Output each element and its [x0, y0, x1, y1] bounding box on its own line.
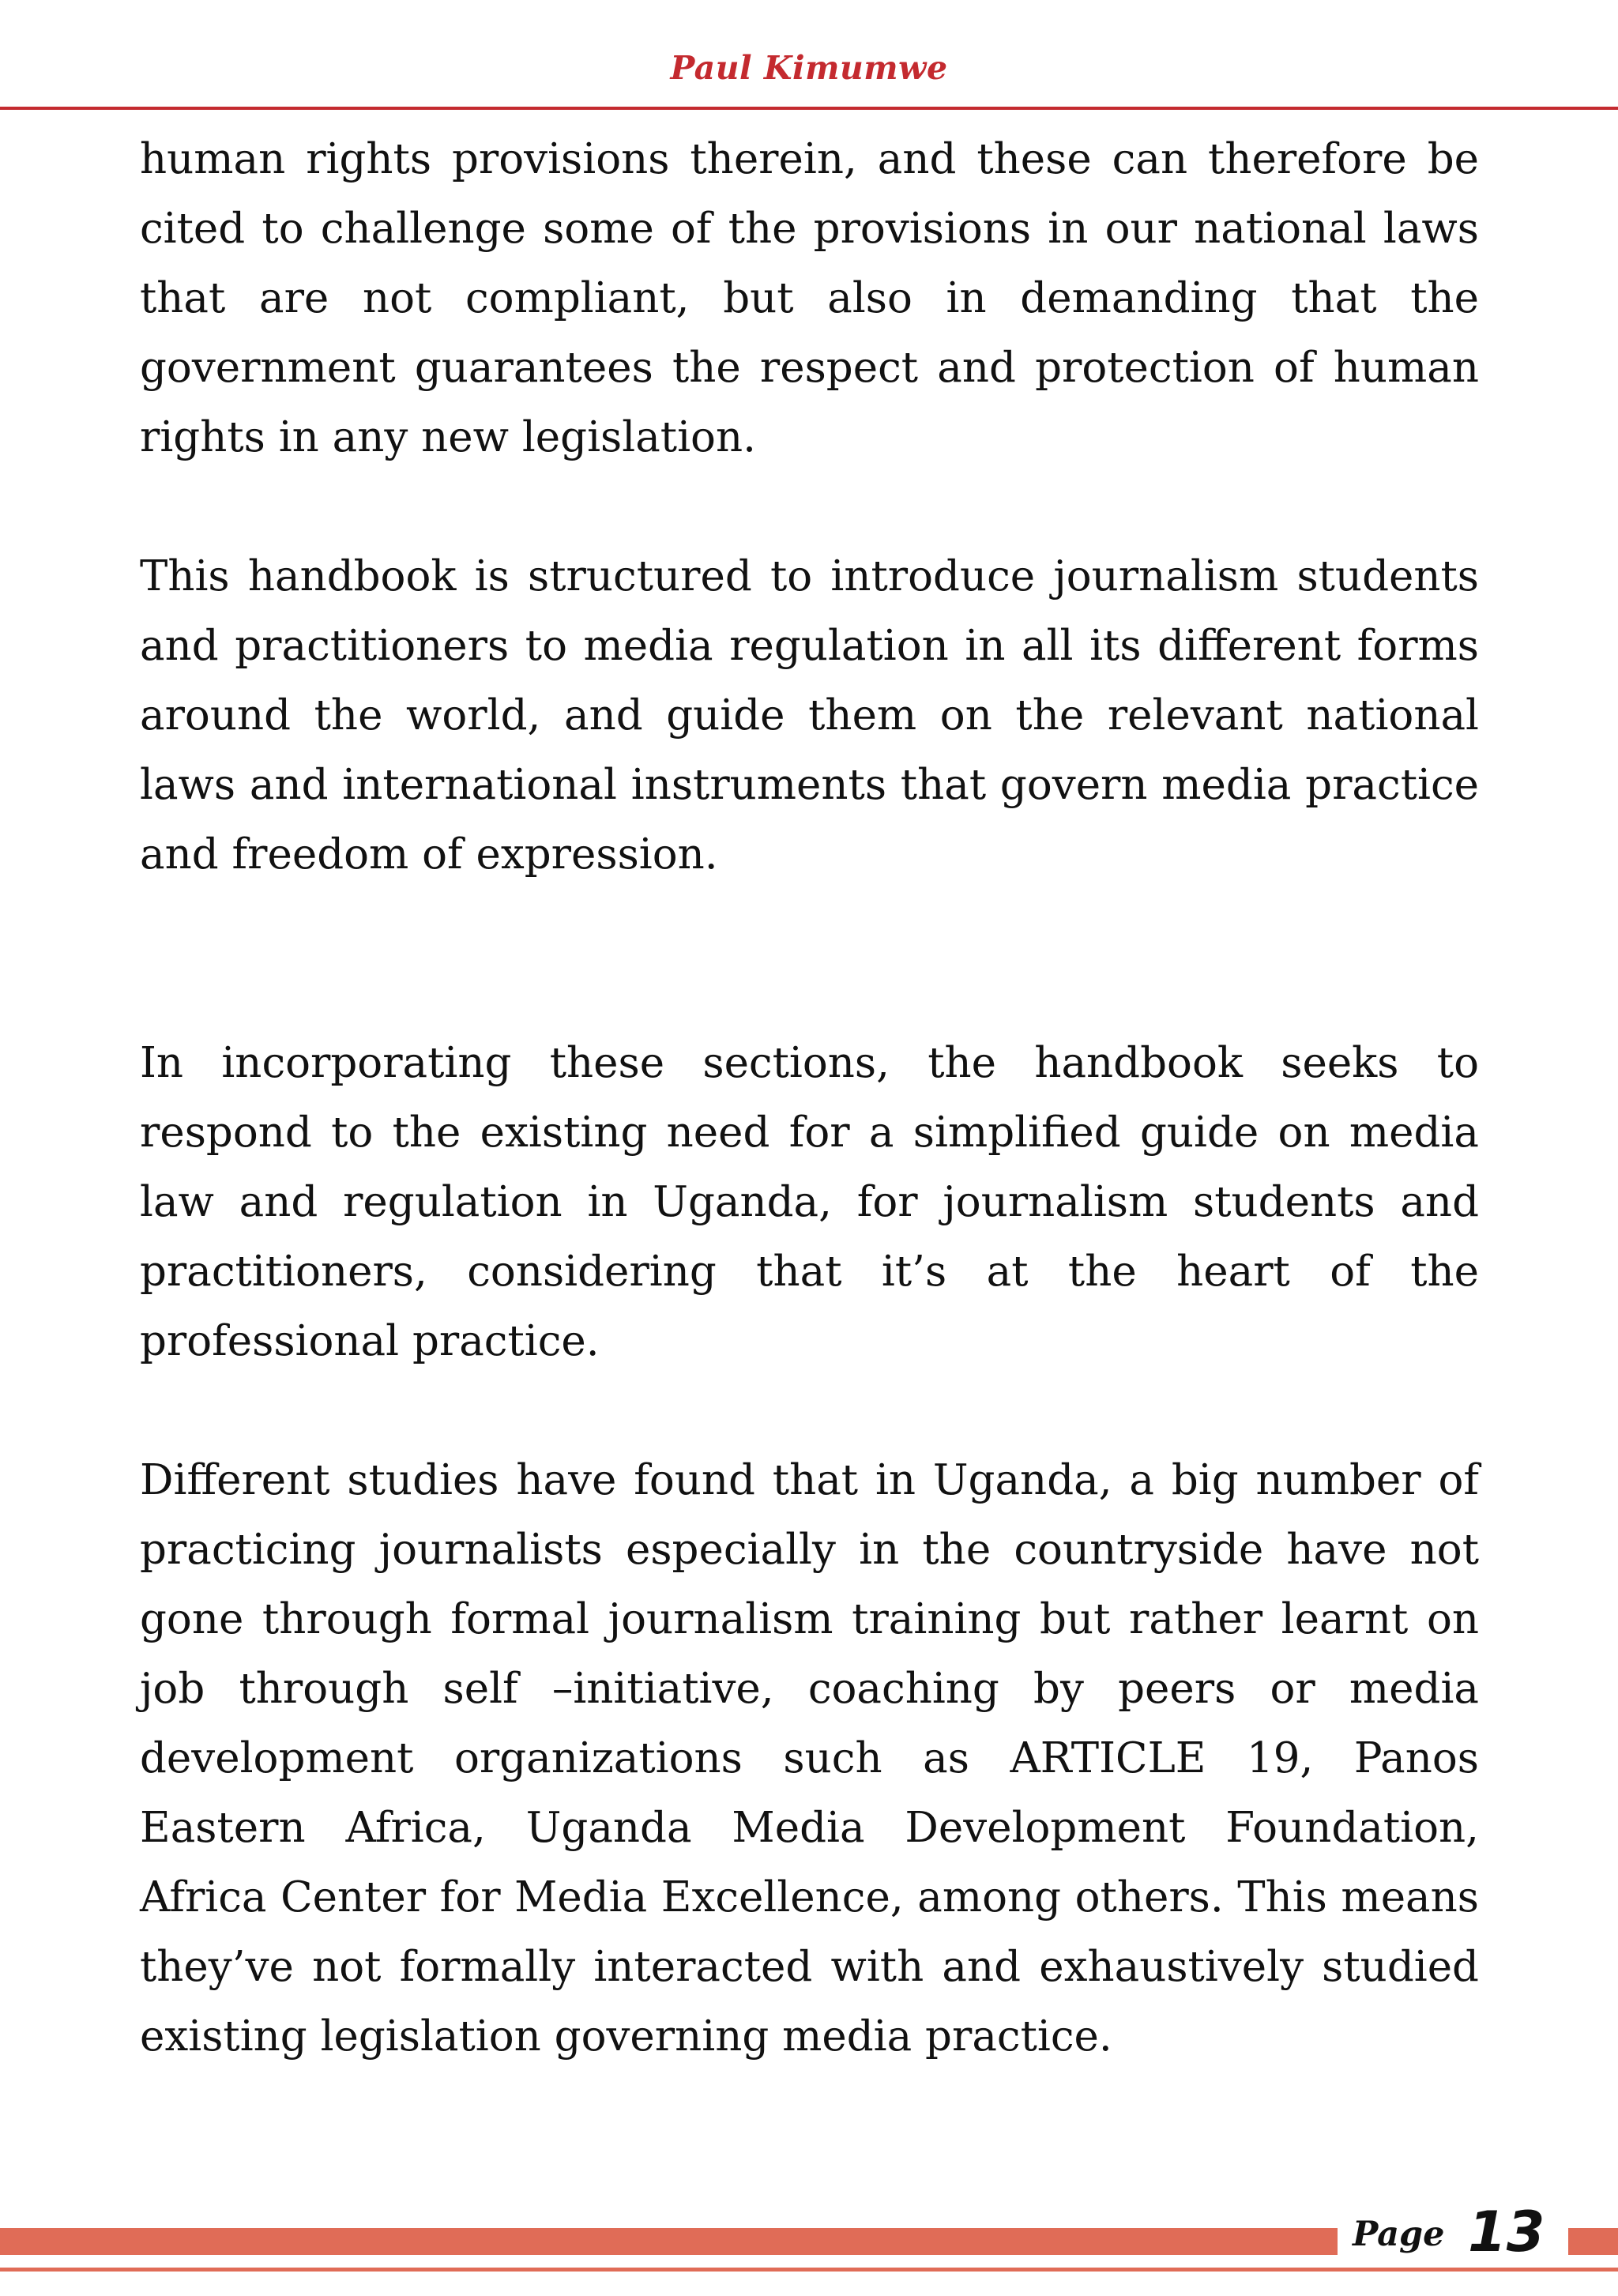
running-head-author: Paul Kimumwe	[670, 49, 948, 87]
page-number: 13	[1468, 2200, 1545, 2264]
paragraph-2: This handbook is structured to introduce journalism students and practitioners to media regulation in all its different forms around the world, and guide them on the relevant national laws and international instruments that govern media practice and freedom of expression.	[140, 552, 1479, 879]
body-text	[140, 125, 1479, 2072]
footer-bar-right	[1568, 2228, 1618, 2255]
footer-divider	[0, 2268, 1618, 2272]
paragraph-4: Different studies have found that in Uganda, a big number of practicing journalists especially in the countryside have not gone through formal journalism training but rather learnt on job through self –initiative, coaching by peers or media development organizations such as ARTICLE 19, Panos Eastern Africa, Uganda Media Development Foundation, Africa Center for Media Excellence, among others. This means they’ve not formally interacted with and exhaustively studied existing legislation governing media practice.	[140, 1456, 1479, 2061]
footer-bar-left	[0, 2228, 1338, 2255]
paragraph-3: In incorporating these sections, the handbook seeks to respond to the existing need for a simplified guide on media law and regulation in Uganda, for journalism students and practitioners, considering that it’s at the heart of the professional practice.	[140, 1039, 1479, 1365]
header-divider	[0, 107, 1618, 110]
paragraph-1: human rights provisions therein, and these can therefore be cited to challenge some of the provisions in our national laws that are not compliant, but also in demanding that the government guarantees the respect and protection of human rights in any new legislation.	[140, 135, 1479, 461]
page-label: Page	[1353, 2215, 1445, 2254]
